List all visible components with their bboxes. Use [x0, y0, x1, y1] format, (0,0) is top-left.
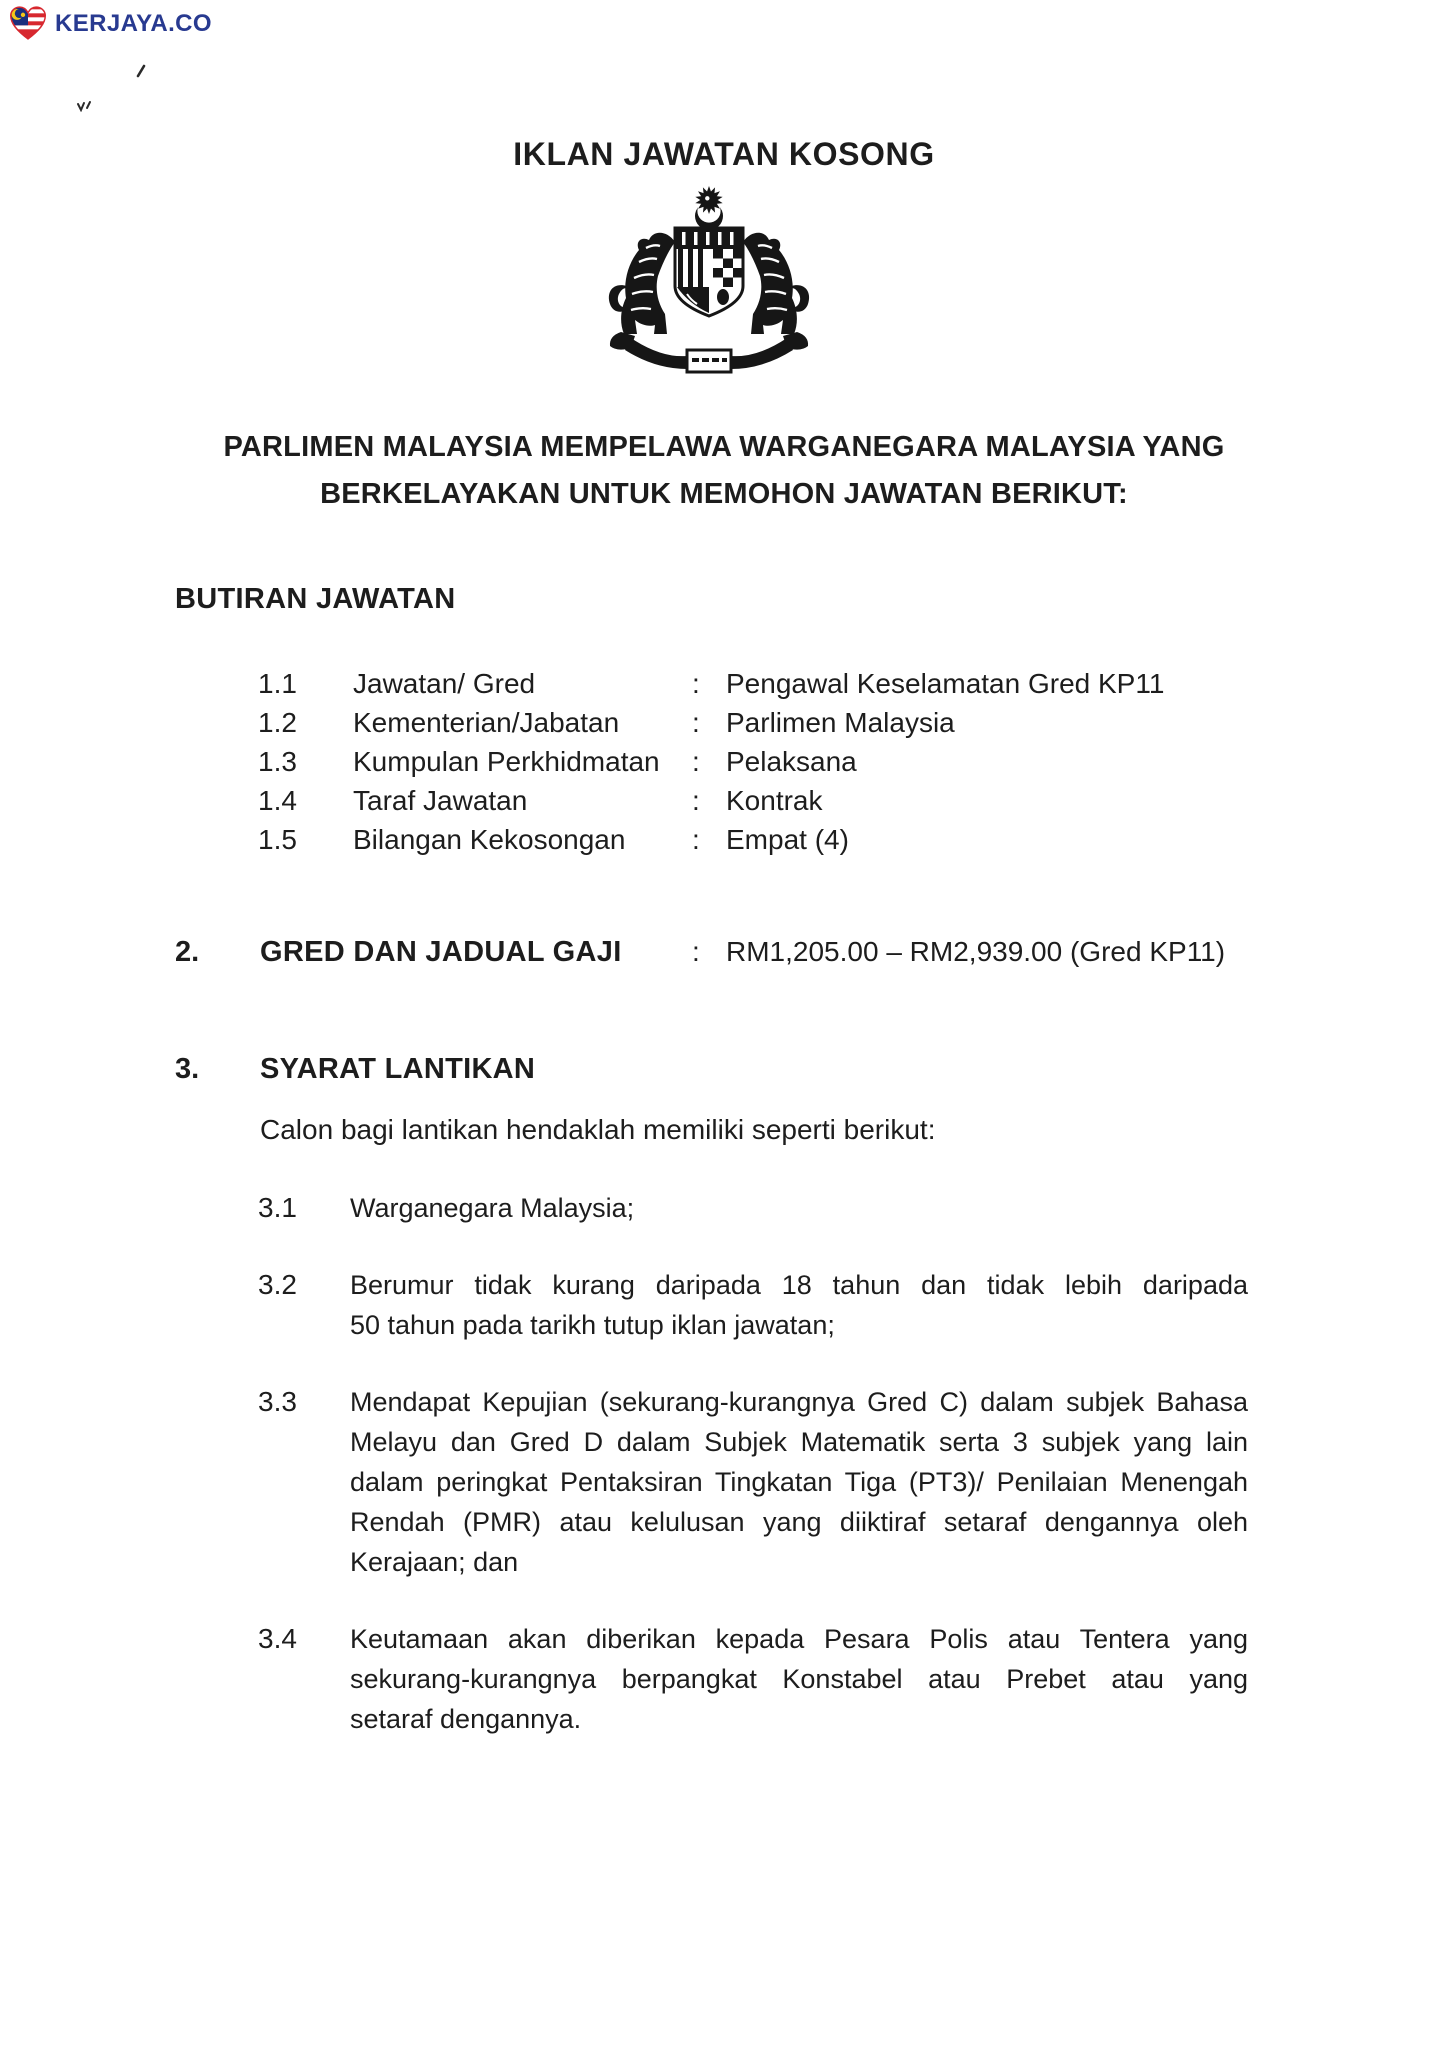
colon-separator: : — [692, 785, 700, 816]
butiran-jawatan-heading: BUTIRAN JAWATAN — [175, 583, 456, 615]
table-row — [258, 742, 1164, 781]
item-number: 3.1 — [258, 1192, 297, 1223]
colon-separator: : — [692, 668, 700, 699]
section-number: 2. — [175, 936, 200, 968]
scan-speck — [76, 100, 92, 112]
text-line: 50 tahun pada tarikh tutup iklan jawatan; — [350, 1310, 835, 1340]
text-line: Warganegara Malaysia; — [350, 1193, 635, 1223]
section-heading: GRED DAN JADUAL GAJI — [260, 936, 622, 968]
section-number: 3. — [175, 1053, 200, 1085]
item-text — [350, 1382, 1248, 1582]
section-gred-gaji — [175, 936, 1225, 969]
text-line: setaraf dengannya. — [350, 1704, 582, 1734]
list-item — [258, 1619, 1250, 1739]
item-label: Jawatan/ Gred — [353, 668, 536, 699]
section-syarat-lantikan — [175, 1053, 535, 1086]
item-number: 1.3 — [258, 746, 297, 777]
item-number: 1.1 — [258, 668, 297, 699]
malaysia-flag-heart-icon — [8, 5, 48, 42]
text-line: dalam peringkat Pentaksiran Tingkatan Tiga (PT3)/ Penilaian Menengah — [350, 1467, 1248, 1497]
item-label: Kumpulan Perkhidmatan — [353, 746, 660, 777]
list-item — [258, 1265, 1250, 1345]
kerjaya-logo — [8, 5, 212, 42]
item-value: Kontrak — [726, 785, 823, 816]
invitation-heading — [0, 424, 1448, 518]
scan-speck — [136, 64, 146, 78]
document-title: IKLAN JAWATAN KOSONG — [513, 136, 935, 172]
item-number: 3.2 — [258, 1269, 297, 1300]
text-line: Kerajaan; dan — [350, 1547, 519, 1577]
item-number: 3.4 — [258, 1623, 297, 1654]
salary-range-value: RM1,205.00 – RM2,939.00 (Gred KP11) — [726, 936, 1226, 967]
item-label: Bilangan Kekosongan — [353, 824, 626, 855]
colon-separator: : — [692, 746, 700, 777]
colon-separator: : — [692, 824, 700, 855]
item-label: Taraf Jawatan — [353, 785, 528, 816]
list-item — [258, 1188, 1250, 1228]
text-line: Rendah (PMR) atau kelulusan yang diiktiraf setaraf dengannya oleh — [350, 1507, 1248, 1537]
table-row — [258, 781, 1164, 820]
item-value: Empat (4) — [726, 824, 849, 855]
text-line: Melayu dan Gred D dalam Subjek Matematik serta 3 subjek yang lain — [350, 1427, 1248, 1457]
brand-name: KERJAYA.CO — [55, 9, 212, 37]
item-number: 1.4 — [258, 785, 297, 816]
item-text — [350, 1188, 1248, 1228]
invitation-heading-line1: PARLIMEN MALAYSIA MEMPELAWA WARGANEGARA MALAYSIA YANG — [223, 431, 1225, 463]
invitation-heading-line2: BERKELAYAKAN UNTUK MEMOHON JAWATAN BERIKUT: — [320, 478, 1128, 510]
text-line: Keutamaan akan diberikan kepada Pesara Polis atau Tentera yang — [350, 1624, 1248, 1654]
item-number: 3.3 — [258, 1386, 297, 1417]
text-line: sekurang-kurangnya berpangkat Konstabel atau Prebet atau yang — [350, 1664, 1248, 1694]
text-line: Berumur tidak kurang daripada 18 tahun dan tidak lebih daripada — [350, 1270, 1248, 1300]
text-line: Mendapat Kepujian (sekurang-kurangnya Gred C) dalam subjek Bahasa — [350, 1387, 1248, 1417]
item-label: Kementerian/Jabatan — [353, 707, 620, 738]
item-text — [350, 1265, 1248, 1345]
syarat-list — [258, 1188, 1250, 1776]
section-heading: SYARAT LANTIKAN — [260, 1053, 536, 1085]
table-row — [258, 664, 1164, 703]
item-number: 1.2 — [258, 707, 297, 738]
colon-separator: : — [692, 936, 700, 967]
item-number: 1.5 — [258, 824, 297, 855]
colon-separator: : — [692, 707, 700, 738]
table-row — [258, 703, 1164, 742]
item-value: Pelaksana — [726, 746, 857, 777]
list-item — [258, 1382, 1250, 1582]
syarat-intro-text: Calon bagi lantikan hendaklah memiliki seperti berikut: — [260, 1114, 936, 1145]
table-row — [258, 820, 1164, 859]
item-value: Pengawal Keselamatan Gred KP11 — [726, 668, 1165, 699]
item-text — [350, 1619, 1248, 1739]
malaysia-coat-of-arms-icon — [601, 186, 817, 388]
item-value: Parlimen Malaysia — [726, 707, 955, 738]
butiran-jawatan-list — [258, 664, 1164, 859]
